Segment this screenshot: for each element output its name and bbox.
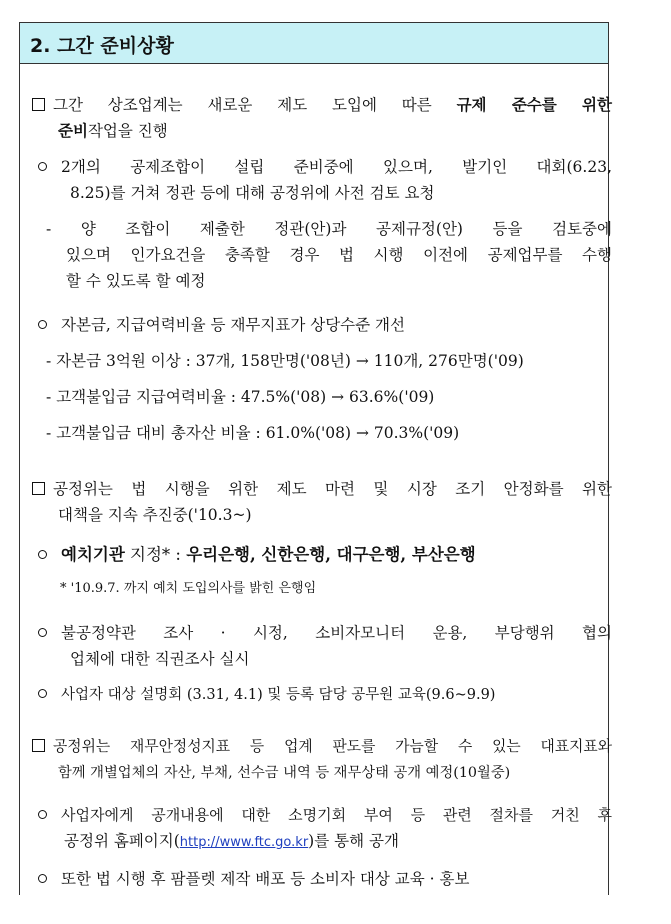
s3-circle-item-1-line2: 공정위 홈페이지(http://www.ftc.go.kr)를 통해 공개 — [64, 832, 399, 850]
s1-dash-item-3: - 고객불입금 지급여력비율 : 47.5%('08) → 63.6%('09) — [46, 388, 435, 406]
s2-circle-item-2-line1: 불공정약관 조사 · 시정, 소비자모니터 운용, 부당행위 협의 — [38, 620, 612, 646]
s3-bullet-line2: 함께 개별업체의 자산, 부채, 선수금 내역 등 재무상태 공개 예정(10월중) — [58, 765, 511, 781]
s2-circle-item-3: 사업자 대상 설명회 (3.31, 4.1) 및 등록 담당 공무원 교육(9.6~9.9) — [38, 682, 495, 708]
square-bullet-icon — [32, 482, 45, 495]
s1-circle-item-1-line1: 2개의 공제조합이 설립 준비중에 있으며, 발기인 대회(6.23, — [38, 154, 612, 180]
circle-bullet-icon — [38, 810, 47, 819]
s2-circle-item-2-line2: 업체에 대한 직권조사 실시 — [70, 650, 250, 668]
s1-bullet-line2: 준비작업을 진행 — [58, 121, 168, 140]
s1-dash-item-1-line2: 있으며 인가요건을 충족할 경우 법 시행 이전에 공제업무를 수행 — [66, 246, 612, 264]
section-header — [19, 22, 609, 64]
circle-bullet-icon — [38, 628, 47, 637]
s2-bullet-line2: 대책을 지속 추진중('10.3~) — [58, 506, 252, 524]
section-title: 2. 그간 준비상황 — [30, 35, 174, 57]
s1-circle-item-1-line2: 8.25)를 거쳐 정관 등에 대해 공정위에 사전 검토 요청 — [70, 184, 435, 202]
s1-dash-item-1-line1: - 양 조합이 제출한 정관(안)과 공제규정(안) 등을 검토중에 — [46, 220, 612, 238]
square-bullet-icon — [32, 739, 45, 752]
square-bullet-icon — [32, 98, 45, 111]
circle-bullet-icon — [38, 162, 47, 171]
ftc-homepage-link[interactable]: http://www.ftc.go.kr — [179, 835, 309, 850]
s3-bullet-line1: 공정위는 재무안정성지표 등 업계 판도를 가늠할 수 있는 대표지표와 — [32, 734, 612, 760]
circle-bullet-icon — [38, 320, 47, 329]
s2-circle-item-1: 예치기관 지정* : 우리은행, 신한은행, 대구은행, 부산은행 — [38, 542, 476, 568]
circle-bullet-icon — [38, 689, 47, 698]
s1-dash-item-4: - 고객불입금 대비 총자산 비율 : 61.0%('08) → 70.3%('09) — [46, 424, 460, 442]
s1-circle-item-2: 자본금, 지급여력비율 등 재무지표가 상당수준 개선 — [38, 312, 405, 338]
s3-circle-item-2: 또한 법 시행 후 팜플렛 제작 배포 등 소비자 대상 교육 · 홍보 — [38, 866, 469, 892]
s1-bullet-line1: 그간 상조업계는 새로운 제도 도입에 따른 규제 준수를 위한 — [32, 92, 612, 118]
s1-dash-item-2: - 자본금 3억원 이상 : 37개, 158만명('08년) → 110개, 276만명('09) — [46, 352, 524, 370]
circle-bullet-icon — [38, 550, 47, 559]
circle-bullet-icon — [38, 874, 47, 883]
s2-footnote: * '10.9.7. 까지 예치 도입의사를 밝힌 은행임 — [60, 581, 317, 596]
s3-circle-item-1-line1: 사업자에게 공개내용에 대한 소명기회 부여 등 관련 절차를 거친 후 — [38, 802, 612, 828]
s1-dash-item-1-line3: 할 수 있도록 할 예정 — [66, 272, 206, 290]
s2-bullet-line1: 공정위는 법 시행을 위한 제도 마련 및 시장 조기 안정화를 위한 — [32, 476, 612, 502]
